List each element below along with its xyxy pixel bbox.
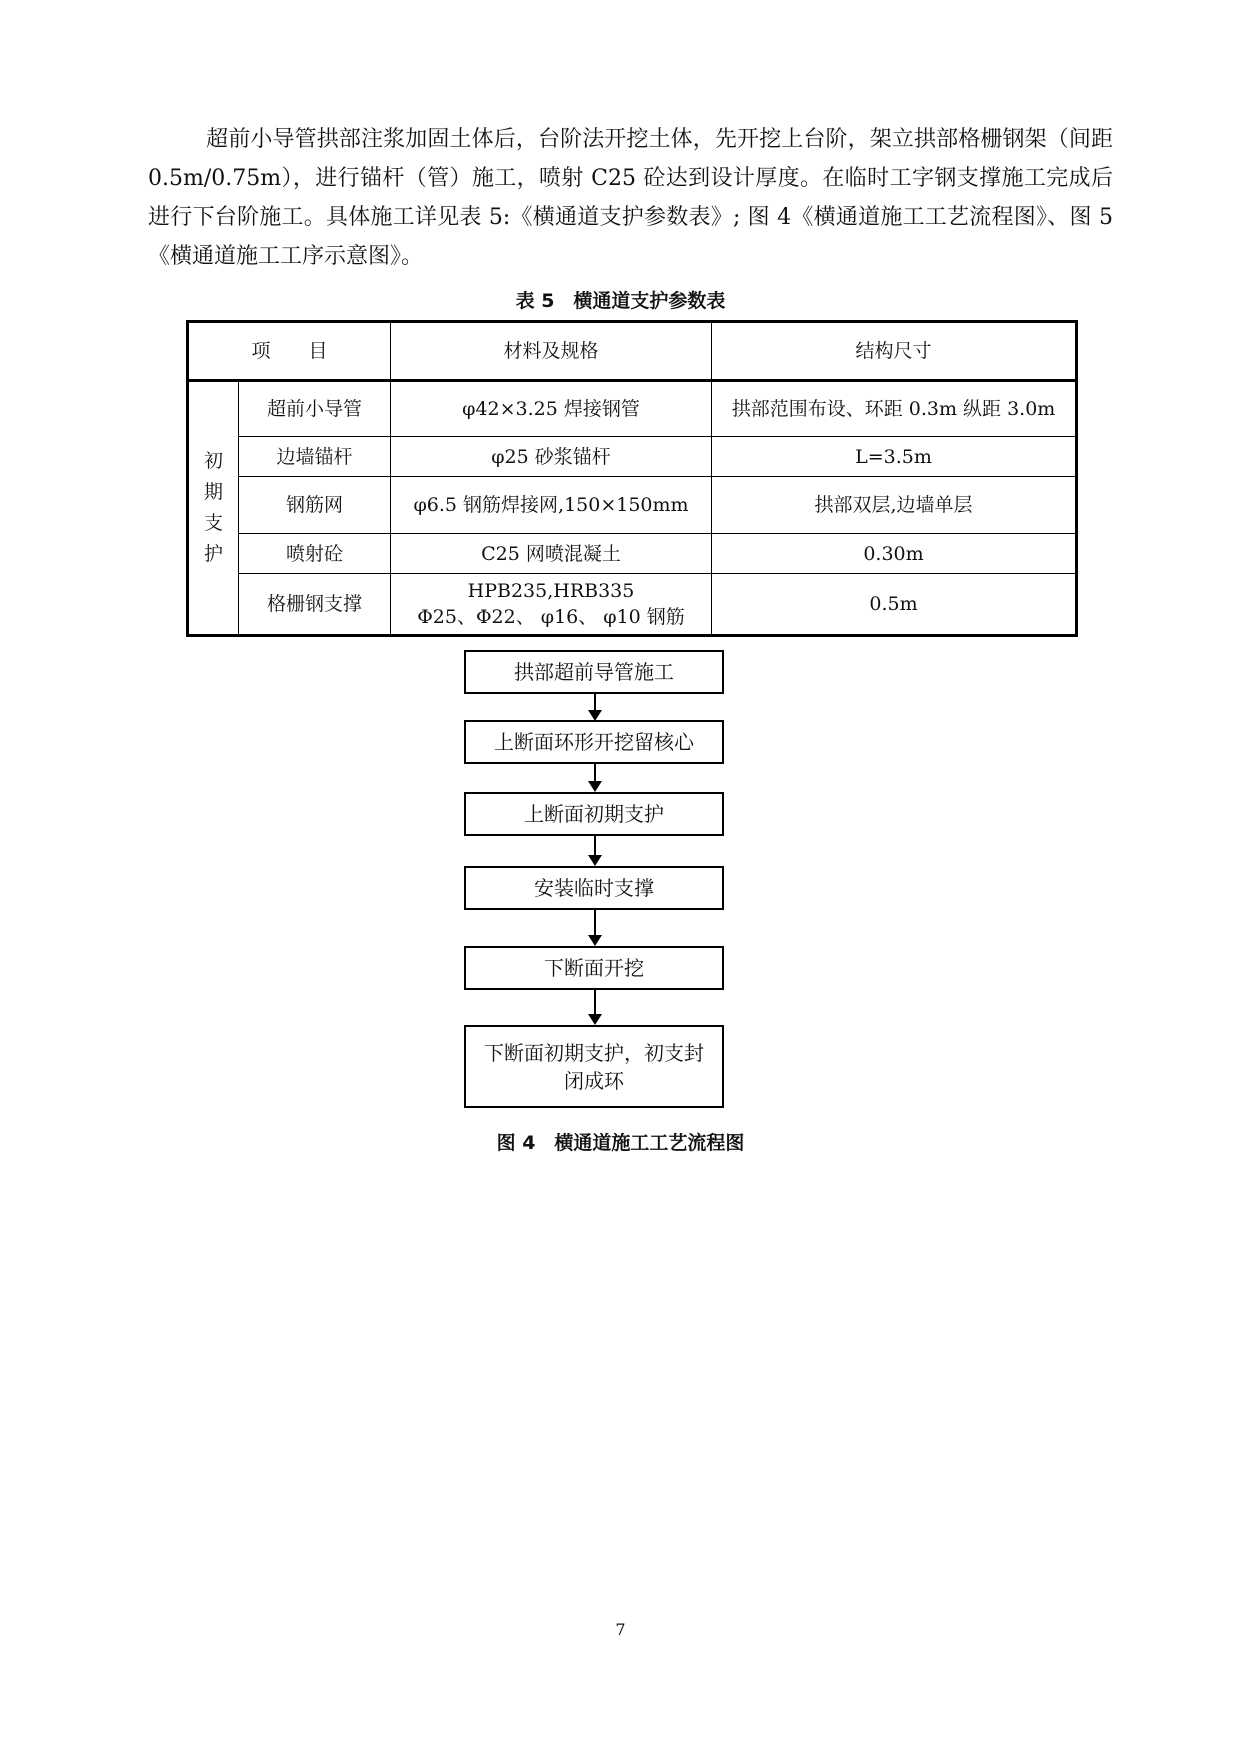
body-paragraph: [148, 120, 1113, 276]
flow-arrow: [594, 764, 596, 790]
paragraph-text: 超前小导管拱部注浆加固土体后，台阶法开挖土体，先开挖上台阶，架立拱部格栅钢架（间距 0.5m/0.75m），进行锚杆（管）施工，喷射 C25 砼达到设计厚度。在临时工字钢支撑施工完成后进行下台阶施工。具体施工详见表 5:《横通道支护参数表》; 图 4《横通道施工工艺流程图》、图 5《横通道施工工序示意图》。: [148, 127, 1113, 269]
table-row: [188, 477, 1077, 534]
flow-step: 下断面开挖: [464, 946, 724, 990]
header-size: 结构尺寸: [712, 322, 1077, 381]
figure-caption: 图 4 横通道施工工艺流程图: [496, 1132, 745, 1154]
row-size: 拱部双层,边墙单层: [712, 477, 1077, 534]
row-spec-line: Φ25、Φ22、 φ16、 φ10 钢筋: [417, 606, 685, 628]
row-item: 格栅钢支撑: [239, 574, 391, 636]
table-caption: 表 5 横通道支护参数表: [515, 290, 726, 312]
row-size: 0.30m: [712, 534, 1077, 574]
support-parameters-table: [186, 320, 1078, 637]
flow-step: 上断面环形开挖留核心: [464, 720, 724, 764]
row-size: L=3.5m: [712, 437, 1077, 477]
table-row: [188, 574, 1077, 636]
flow-arrow: [594, 836, 596, 864]
row-spec: C25 网喷混凝土: [391, 534, 712, 574]
row-item: 钢筋网: [239, 477, 391, 534]
row-spec: φ6.5 钢筋焊接网,150×150mm: [391, 477, 712, 534]
row-item: 超前小导管: [239, 381, 391, 437]
row-spec: [391, 574, 712, 636]
row-item: 喷射砼: [239, 534, 391, 574]
row-spec: φ25 砂浆锚杆: [391, 437, 712, 477]
row-spec: φ42×3.25 焊接钢管: [391, 381, 712, 437]
flow-step: 下断面初期支护，初支封闭成环: [464, 1025, 724, 1108]
row-size: 拱部范围布设、环距 0.3m 纵距 3.0m: [712, 381, 1077, 437]
flow-arrow: [594, 910, 596, 944]
row-spec-line: HPB235,HRB335: [467, 580, 635, 602]
header-item: 项 目: [188, 322, 391, 381]
table-row: [188, 534, 1077, 574]
row-item: 边墙锚杆: [239, 437, 391, 477]
group-label-initial-support: 初 期 支 护: [188, 381, 239, 636]
flow-step: 上断面初期支护: [464, 792, 724, 836]
flow-step: 安装临时支撑: [464, 866, 724, 910]
flow-step: 拱部超前导管施工: [464, 650, 724, 694]
table-row: [188, 437, 1077, 477]
table-header-row: [188, 322, 1077, 381]
flow-arrow: [594, 694, 596, 719]
table-row: [188, 381, 1077, 437]
header-spec: 材料及规格: [391, 322, 712, 381]
flow-arrow: [594, 990, 596, 1023]
page-number: 7: [615, 1620, 626, 1639]
row-size: 0.5m: [712, 574, 1077, 636]
